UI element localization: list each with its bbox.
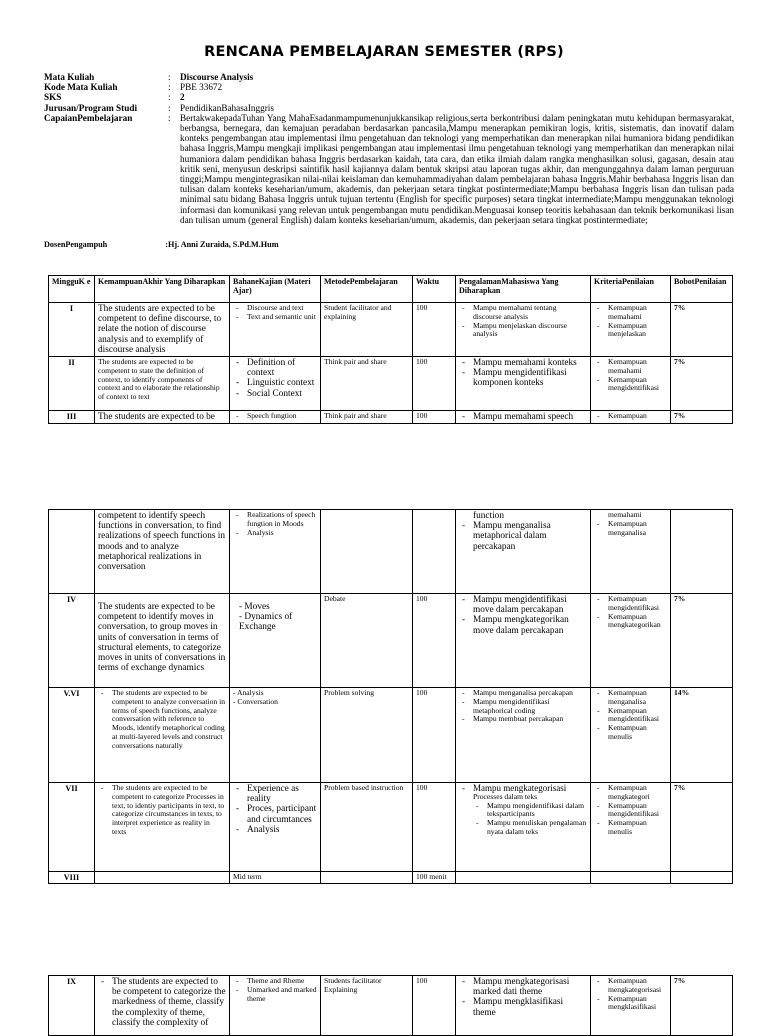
- bobot-cell: 7%: [671, 411, 733, 424]
- header-minggu: MingguK e: [49, 276, 95, 303]
- header-bobot: BobotPenilaian: [671, 276, 733, 303]
- kriteria-item: - Kemampuan memahami: [594, 358, 667, 376]
- header-metode: MetodePembelajaran: [321, 276, 413, 303]
- label: Mata Kuliah: [44, 72, 95, 82]
- bahan-item: - Text and semantic unit: [233, 313, 317, 322]
- bahan-item: - Analysis: [233, 529, 317, 538]
- table-row: [49, 976, 733, 1036]
- kriteria-item: - Kemampuan mengkategori: [594, 784, 667, 802]
- pengalaman-item: - Mampu menjelaskan discourse analysis: [459, 322, 587, 340]
- bahan-item: - Dynamics of Exchange: [239, 612, 293, 633]
- bahan-item: - Social Context: [233, 389, 317, 399]
- metode-cell: Think pair and share: [321, 357, 413, 411]
- metode-cell: [321, 872, 413, 884]
- bahan-item: - Linguistic context: [233, 378, 317, 388]
- label: Kode Mata Kuliah: [44, 82, 118, 93]
- pengalaman-item: - Mampu menuliskan pengalaman nyata dalam teks: [473, 819, 587, 837]
- kriteria-item: - Kemampuan mengidentifikasi: [594, 595, 667, 613]
- label: CapaianPembelajaran: [44, 112, 133, 123]
- week-cell: V.VI: [49, 688, 95, 783]
- kriteria-item: - Kemampuan memahami: [594, 304, 667, 322]
- kriteria-item: - Kemampuan mengklasifikasi: [594, 995, 667, 1013]
- pengalaman-item: - Mampu memahami tentang discourse analysis: [459, 304, 587, 322]
- waktu-cell: 100: [413, 783, 456, 872]
- waktu-cell: 100: [413, 594, 456, 688]
- kriteria-item: - Kemampuan mengidentifikasi: [594, 802, 667, 820]
- pengalaman-item: - Mampu mengidentifikasi metaphorical coding: [459, 698, 587, 716]
- pengalaman-item: - Mampu mengidentifikasi move dalam percakapan: [459, 595, 587, 615]
- waktu-cell: 100 menit: [413, 872, 456, 884]
- pengalaman-item: - Mampu membuat percakapan: [459, 715, 587, 724]
- header-kemampuan: KemampuanAkhir Yang Diharapkan: [95, 276, 230, 303]
- week-cell: [49, 510, 95, 594]
- kriteria-item: - Kemampuan menulis: [594, 819, 667, 837]
- metode-cell: Students facilitator Explaining: [321, 976, 413, 1036]
- header-pengalaman: PengalamanMahasiswa Yang Diharapkan: [456, 276, 591, 303]
- bahan-item: - Speech fungtion: [233, 412, 317, 421]
- bobot-cell: [671, 872, 733, 884]
- bobot-cell: 7%: [671, 783, 733, 872]
- label: DosenPengampuh: [44, 240, 108, 249]
- bahan-item: - Proces, participant and circumtances: [233, 804, 317, 824]
- pengalaman-item: - Mampu mengklasifikasi theme: [459, 997, 587, 1017]
- value: :Hj. Anni Zuraida, S.Pd.M.Hum: [165, 240, 279, 249]
- dosen-row: [44, 240, 279, 249]
- metode-cell: Student facilitator and explaining: [321, 303, 413, 357]
- metode-cell: Think pair and share: [321, 411, 413, 424]
- pengalaman-item: - Mampu menganalisa percakapan: [459, 689, 587, 698]
- value: BertakwakepadaTuhan Yang MahaEsadanmampumenunjukkansikap religious,serta berkontribusi dalam peningkatan mutu kehidupan bermasyarakat, berbangsa, bernegara, dan kemajuan peradaban berdasarkan pancasila,Mampu menerapkan pemikiran logis, kritis, sistematis, dan inovatif dalam konteks pengembangan atau implementasi ilmu pengetahuan dan teknologi yang memperhatikan dan menerapkan nilai humaniora bidang pendidikan bahasa Inggris,Mampu mengkaji implikasi pengembangan atau implementasi ilmu pengetahuan teknologi yang memperhatikan dan menerapkan nilai humaniora dalam pendidikan bahasa Inggris berdasarkan kaidah, tata cara, dan etika ilmiah dalam rangka menghasilkan solusi, gagasan, desain atau kritik seni, menyusun deskripsi saintifik hasil kajiannya dalam bentuk skripsi atau laporan tugas akhir, dan mengunggahnya dalam laman perguruan tinggi;Mampu mengintegrasikan nilai-nilai keislaman dan kemuhammadiyahan dalam pembelajaran bahasa Inggris.Mahir berbahasa Inggris lisan dan tulisan dalam konteks keseharian/umum, akademis, dan pekerjaan setara tingkat postintermediate;Mampu berbahasa Inggris lisan dan tulisan pada minimal satu bidang Bahasa Inggris untuk tujuan tertentu (English for specific purposes) setara tingkat intermediate;Mampu menggunakan teknologi informasi dan komunikasi yang relevan untuk pengembangan mutu pendidikan.Menguasai konsep teoritis kebahasaan dan teknik berkomunikasi lisan dan tulisan umum (general English) dalam konteks keseharian/umum, akademis, dan pekerjaan setara tingkat postintermediate;: [180, 112, 734, 225]
- pengalaman-item: - Mampu mengkategorisasi: [459, 784, 587, 793]
- bahan-item: - Discourse and text: [233, 304, 317, 313]
- kemampuan-cell: The students are expected to be competent to identify moves in conversation, to group moves in units of conversation in terms of structural elements, to categorize moves in units of conversations in terms of exchange dynamics: [95, 594, 230, 688]
- header-kriteria: KriteriaPenilaian: [591, 276, 671, 303]
- header-bahan: BahaneKajian (Materi Ajar): [230, 276, 321, 303]
- kemampuan-item: - The students are expected to be competent to analyze conversation in terms of speech functions, analyze conversation with reference to Moods, identify metaphorical coding at multi-layered levels and construct conversations naturally: [98, 689, 226, 751]
- kriteria-item: - Kemampuan menganalisa: [594, 689, 667, 707]
- info-row-kode: Kode Mata Kuliah : PBE 33672: [44, 82, 734, 92]
- bobot-cell: 7%: [671, 976, 733, 1036]
- table-row: [49, 411, 733, 424]
- kemampuan-cell: The students are expected to be: [95, 411, 230, 424]
- kemampuan-cell: The students are expected to be competent to state the definition of context, to identify components of context and to elaborate the relationship of context to text: [95, 357, 230, 411]
- rps-table-part2: [48, 509, 733, 884]
- page-title: RENCANA PEMBELAJARAN SEMESTER (RPS): [204, 44, 564, 60]
- table-row: [49, 688, 733, 783]
- kemampuan-cell: [95, 872, 230, 884]
- value: 2: [180, 92, 185, 103]
- waktu-cell: 100: [413, 357, 456, 411]
- kemampuan-item: - The students are expected to be competent to categorize Processes in text, to identiy participants in text, to categorize circumstances in texts, to interpret experience as reality in texts: [98, 784, 226, 837]
- kemampuan-item: - The students are expected to be competent to categorize the markedness of theme, classify the complexity of theme, classify the complexity of: [98, 977, 226, 1028]
- bahan-item: - Definition of context: [233, 358, 317, 378]
- info-row-jurusan: Jurusan/Program Studi : PendidikanBahasaInggris: [44, 103, 734, 113]
- waktu-cell: [413, 510, 456, 594]
- table-row: [49, 872, 733, 884]
- waktu-cell: 100: [413, 688, 456, 783]
- bahan-item: - Realizations of speech fungtion in Moods: [233, 511, 317, 529]
- bahan-item: - Conversation: [233, 696, 278, 706]
- kemampuan-cell: The students are expected to be competent to define discourse, to relate the notion of discourse analysis and to exemplify of discourse analysis: [95, 303, 230, 357]
- metode-cell: Problem solving: [321, 688, 413, 783]
- pengalaman-item: - Mampu mengkategorikan move dalam percakapan: [459, 615, 587, 635]
- pengalaman-item: - Mampu memahami konteks: [459, 358, 587, 368]
- bobot-cell: 7%: [671, 357, 733, 411]
- bahan-item: - Unmarked and marked theme: [233, 986, 317, 1004]
- bahan-item: - Analysis: [233, 688, 264, 697]
- table-row: [49, 783, 733, 872]
- rps-table-part1: [48, 275, 733, 424]
- info-row-sks: SKS : 2: [44, 92, 734, 102]
- waktu-cell: 100: [413, 976, 456, 1036]
- metode-cell: [321, 510, 413, 594]
- week-cell: VIII: [49, 872, 95, 884]
- header-waktu: Waktu: [413, 276, 456, 303]
- kemampuan-cell: competent to identify speech functions in conversation, to find realizations of speech functions in moods and to analyze metaphorical realizations in conversation: [95, 510, 230, 594]
- waktu-cell: 100: [413, 303, 456, 357]
- week-cell: II: [49, 357, 95, 411]
- table-row: [49, 594, 733, 688]
- table-row: [49, 357, 733, 411]
- week-cell: I: [49, 303, 95, 357]
- week-cell: IV: [49, 594, 95, 688]
- info-row-mata-kuliah: Mata Kuliah : Discourse Analysis: [44, 72, 734, 82]
- kriteria-cell: [591, 872, 671, 884]
- bobot-cell: [671, 510, 733, 594]
- kriteria-cont: memahami: [608, 510, 642, 519]
- kriteria-item: - Kemampuan mengkategorisasi: [594, 977, 667, 995]
- pengalaman-cell: [456, 872, 591, 884]
- metode-cell: Debate: [321, 594, 413, 688]
- week-cell: III: [49, 411, 95, 424]
- kriteria-item: - Kemampuan: [594, 412, 667, 421]
- value: PBE 33672: [180, 82, 223, 93]
- kriteria-item: - Kemampuan menulis: [594, 724, 667, 742]
- waktu-cell: 100: [413, 411, 456, 424]
- pengalaman-item: - Mampu mengidentifikasi komponen konteks: [459, 368, 587, 388]
- kriteria-item: - Kemampuan mengidentifikasi: [594, 376, 667, 394]
- bahan-cell: Mid term: [230, 872, 321, 884]
- week-cell: VII: [49, 783, 95, 872]
- bahan-item: - Moves: [239, 602, 270, 612]
- bahan-item: - Theme and Rheme: [233, 977, 317, 986]
- kriteria-item: - Kemampuan menganalisa: [594, 520, 667, 538]
- label: Jurusan/Program Studi: [44, 102, 137, 113]
- bobot-cell: 14%: [671, 688, 733, 783]
- pengalaman-cont: function: [473, 511, 504, 521]
- value: Discourse Analysis: [180, 72, 254, 82]
- rps-table-part3: [48, 975, 733, 1036]
- bahan-item: - Experience as reality: [233, 784, 317, 804]
- info-row-capaian: CapaianPembelajaran : BertakwakepadaTuhan Yang MahaEsadanmampumenunjukkansikap religious,serta berkontribusi dalam peningkatan mutu kehidupan bermasyarakat, berbangsa, bernegara, dan kemajuan peradaban berdasarkan pancasila,Mampu menerapkan pemikiran logis, kritis, sistematis, dan inovatif dalam konteks pengembangan atau implementasi ilmu pengetahuan dan teknologi yang memperhatikan dan menerapkan nilai humaniora bidang pendidikan bahasa Inggris,Mampu mengkaji implikasi pengembangan atau implementasi ilmu pengetahuan teknologi yang memperhatikan dan menerapkan nilai humaniora dalam pendidikan bahasa Inggris berdasarkan kaidah, tata cara, dan etika ilmiah dalam rangka menghasilkan solusi, gagasan, desain atau kritik seni, menyusun deskripsi saintifik hasil kajiannya dalam bentuk skripsi atau laporan tugas akhir, dan mengunggahnya dalam laman perguruan tinggi;Mampu mengintegrasikan nilai-nilai keislaman dan kemuhammadiyahan dalam pembelajaran bahasa Inggris.Mahir berbahasa Inggris lisan dan tulisan dalam konteks keseharian/umum, akademis, dan pekerjaan setara tingkat postintermediate;Mampu berbahasa Inggris lisan dan tulisan pada minimal satu bidang Bahasa Inggris untuk tujuan tertentu (English for specific purposes) setara tingkat intermediate;Mampu menggunakan teknologi informasi dan komunikasi yang relevan untuk pengembangan mutu pendidikan.Menguasai konsep teoritis kebahasaan dan teknik berkomunikasi lisan dan tulisan umum (general English) dalam konteks keseharian/umum, akademis, dan pekerjaan setara tingkat postintermediate;: [44, 112, 734, 225]
- pengalaman-item: - Mampu menganalisa metaphorical dalam percakapan: [459, 521, 587, 552]
- week-cell: IX: [49, 976, 95, 1036]
- metode-cell: Problem based instruction: [321, 783, 413, 872]
- pengalaman-sub: Processes dalam teks: [473, 791, 538, 801]
- pengalaman-item: - Mampu mengidentifikasi dalam teksparticipants: [473, 802, 587, 820]
- kriteria-item: - Kemampuan menjelaskan: [594, 322, 667, 340]
- pengalaman-item: - Mampu memahami speech: [459, 412, 587, 422]
- bobot-cell: 7%: [671, 594, 733, 688]
- pengalaman-item: - Mampu mengkategorisasi marked dati theme: [459, 977, 587, 997]
- value: PendidikanBahasaInggris: [180, 102, 274, 113]
- table-row: [49, 303, 733, 357]
- bahan-item: - Analysis: [233, 825, 317, 835]
- table-row: [49, 510, 733, 594]
- kriteria-item: - Kemampuan mengidentifikasi: [594, 707, 667, 725]
- course-info: [44, 72, 734, 225]
- bobot-cell: 7%: [671, 303, 733, 357]
- label: SKS: [44, 92, 62, 103]
- kriteria-item: - Kemampuan mengkategorikan: [594, 613, 667, 631]
